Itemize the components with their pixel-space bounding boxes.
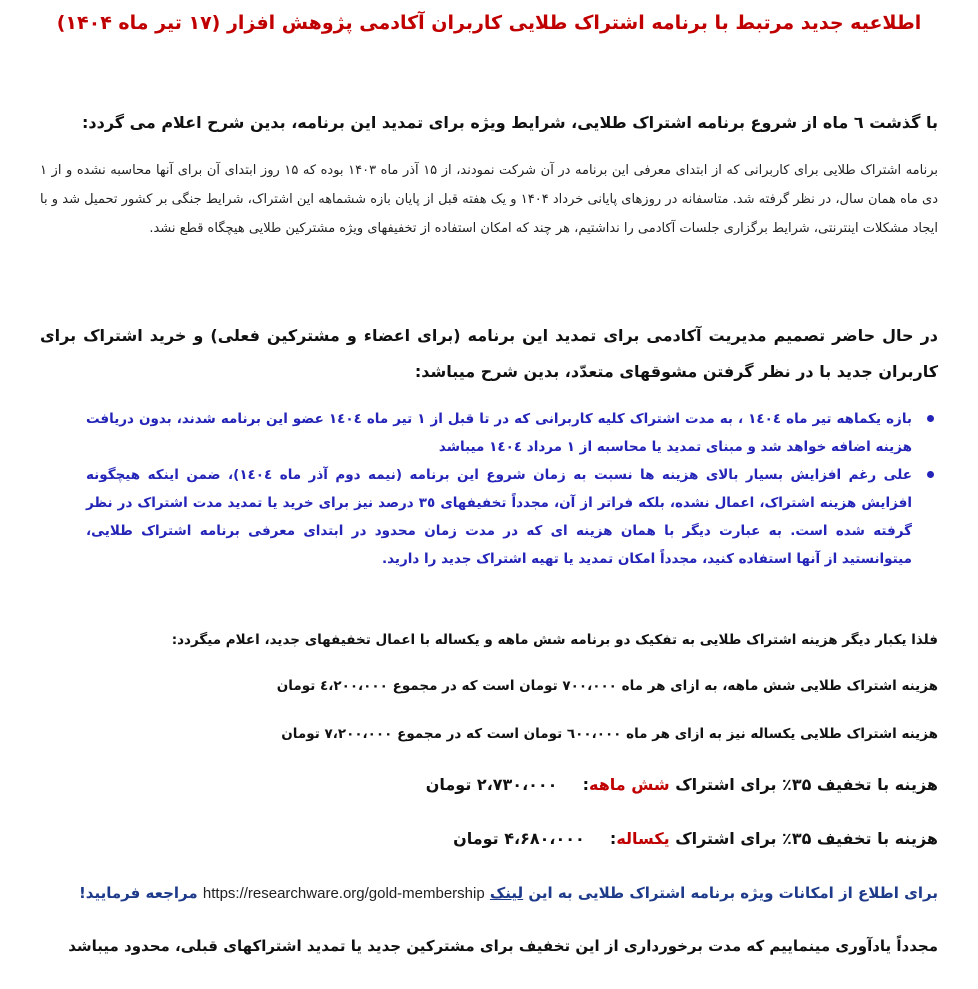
list-item-text: بازه یکماهه تیر ماه ١٤٠٤ ، به مدت اشتراک کلیه کاربرانی که در تا قبل از ١ تیر ماه ١٤٠٤ عضو این برنامه شدند، بدون دریافت هزینه اضافه خواهد شد و مبنای تمدید یا محاسبه از ١ مرداد ١٤٠٤ میباشد — [86, 411, 912, 455]
discount-prefix: هزینه با تخفیف ۳۵٪ برای اشتراک — [675, 829, 938, 848]
discount-amount: ۲،۷۳۰،۰۰۰ تومان — [425, 775, 558, 794]
info-link[interactable]: لینک — [489, 884, 524, 902]
discount-suffix: : — [609, 829, 617, 848]
list-item-text: علی رغم افزایش بسیار بالای هزینه ها نسبت به زمان شروع این برنامه (نیمه دوم آذر ماه ١٤٠٤)، ضمن اینکه هیچگونه افزایش هزینه اشتراک، اعمال نشده، بلکه فراتر از آن، مجدداً تخفیفهای ٣٥ درصد نیز برای خرید یا تمدید مدت اشتراک در نظر گرفته شده است. به عبارت دیگر با همان هزینه ای که در مدت زمان محدود در ابتدای معرفی برنامه اشتراک طلایی، میتوانستید از آنها استفاده کنید، مجدداً امکان تمدید یا تهیه اشتراک جدید را دارید. — [86, 467, 912, 567]
discount-suffix: : — [582, 775, 589, 794]
decision-heading: در حال حاضر تصمیم مدیریت آکادمی برای تمدید این برنامه (برای اعضاء و مشترکین فعلی) و خرید اشتراک برای کاربران جدید با در نظر گرفتن مشوقهای متعدّد، بدین شرح میباشد: — [40, 326, 938, 381]
intro-heading: با گذشت ٦ ماه از شروع برنامه اشتراک طلایی، شرایط ویژه برای تمدید این برنامه، بدین شرح اعلام می گردد: — [82, 113, 938, 132]
incentives-list — [86, 405, 938, 573]
discount-six-month — [40, 775, 938, 794]
page-title: اطلاعیه جدید مرتبط با برنامه اشتراک طلایی کاربران آکادمی پژوهش افزار (۱۷ تیر ماه ۱۴۰۴) — [56, 12, 922, 34]
discount-plan: شش ماهه — [589, 775, 670, 794]
discount-yearly — [40, 829, 938, 848]
more-info-line — [40, 884, 938, 902]
yearly-cost: هزینه اشتراک طلایی یکساله نیز به ازای هر ماه ٦٠٠،٠٠٠ تومان است که در مجموع ٧،٢٠٠،٠٠٠ تومان — [281, 726, 938, 742]
list-item — [86, 405, 912, 461]
bullet-icon — [927, 471, 934, 478]
discount-plan: یکساله — [616, 829, 670, 848]
background-paragraph: برنامه اشتراک طلایی برای کاربرانی که از ابتدای معرفی این برنامه در آن شرکت نمودند، از ۱۵ آذر ماه ۱۴۰۳ بوده که ۱۵ روز ابتدای آن برای آنها محاسبه نشده و از ۱ دی ماه همان سال، در نظر گرفته شد. متاسفانه در روزهای پایانی خرداد ۱۴۰۴ و یک هفته قبل از پایان بازه ششماهه این اشتراک، شرایط جنگی بر کشور تحمیل شد و با ایجاد مشکلات اینترنتی، شرایط برگزاری جلسات آکادمی را نداشتیم، هر چند که امکان استفاده از تخفیفهای ویژه مشترکین طلایی هیچگاه قطع نشد. — [40, 163, 938, 236]
info-text-after: مراجعه فرمایید! — [78, 884, 198, 902]
list-item — [86, 461, 912, 573]
six-month-cost: هزینه اشتراک طلایی شش ماهه، به ازای هر ماه ۷۰۰،۰۰۰ تومان است که در مجموع ٤،٢٠٠،٠٠٠ تومان — [276, 678, 938, 694]
info-text-before: برای اطلاع از امکانات ویژه برنامه اشتراک طلایی به این — [528, 884, 938, 902]
bullet-icon — [927, 415, 934, 422]
reminder-note: مجدداً یادآوری مینماییم که مدت برخورداری از این تخفیف برای مشترکین جدید یا تمدید اشتراکهای قبلی، محدود میباشد — [68, 937, 938, 955]
pricing-intro: فلذا یکبار دیگر هزینه اشتراک طلایی به تفکیک دو برنامه شش ماهه و یکساله با اعمال تخفیفهای جدید، اعلام میگردد: — [171, 632, 938, 648]
info-url[interactable]: https://researchware.org/gold-membership — [202, 885, 485, 902]
discount-amount: ۴،۶۸۰،۰۰۰ تومان — [453, 829, 585, 848]
discount-prefix: هزینه با تخفیف ۳۵٪ برای اشتراک — [675, 775, 938, 794]
